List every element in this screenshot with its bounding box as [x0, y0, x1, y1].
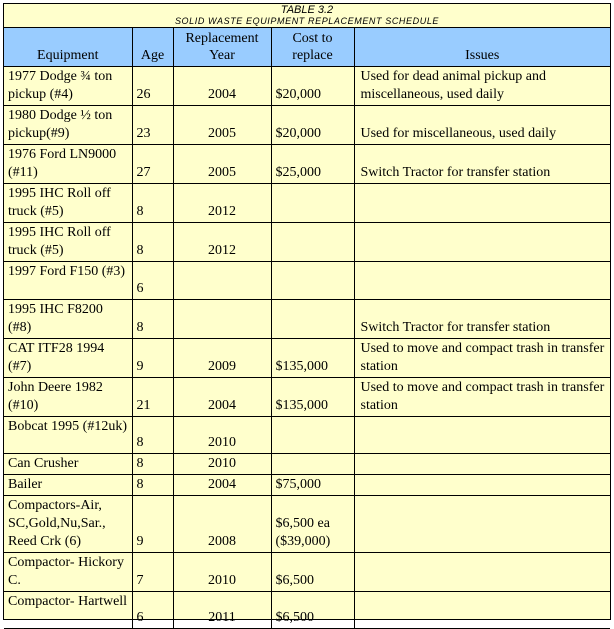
cell-equipment: 1976 Ford LN9000 (#11) [4, 145, 132, 184]
table-row [4, 300, 610, 339]
cell-age: 23 [132, 106, 173, 145]
cell-year: 2008 [173, 496, 271, 553]
cell-cost [271, 300, 354, 339]
table-row [4, 262, 610, 300]
cell-year: 2005 [173, 145, 271, 184]
cell-age: 9 [132, 339, 173, 378]
cell-year: 2010 [173, 417, 271, 454]
cell-issues [354, 496, 610, 553]
table-title: TABLE 3.2 [280, 4, 334, 16]
table-row [4, 339, 610, 378]
cell-year: 2010 [173, 553, 271, 592]
table-row [4, 106, 610, 145]
cell-equipment: 1977 Dodge ¾ ton pickup (#4) [4, 67, 132, 106]
cell-year: 2004 [173, 378, 271, 417]
cell-year: 2012 [173, 184, 271, 223]
equipment-replacement-table [3, 3, 611, 625]
cell-equipment: 1995 IHC F8200 (#8) [4, 300, 132, 339]
cell-equipment: 1980 Dodge ½ ton pickup(#9) [4, 106, 132, 145]
cell-age: 8 [132, 300, 173, 339]
table-row [4, 592, 610, 629]
cell-age: 6 [132, 592, 173, 629]
cell-cost [271, 184, 354, 223]
cell-age: 7 [132, 553, 173, 592]
cell-cost: $25,000 [271, 145, 354, 184]
table-row [4, 184, 610, 223]
cell-issues [354, 223, 610, 262]
cell-issues: Switch Tractor for transfer station [354, 300, 610, 339]
cell-year: 2005 [173, 106, 271, 145]
cell-issues [354, 184, 610, 223]
cell-cost [271, 417, 354, 454]
cell-age: 8 [132, 475, 173, 496]
cell-age: 6 [132, 262, 173, 300]
cell-year: 2004 [173, 67, 271, 106]
cell-issues [354, 417, 610, 454]
cell-equipment: 1997 Ford F150 (#3) [4, 262, 132, 300]
cell-age: 8 [132, 184, 173, 223]
cell-cost: $75,000 [271, 475, 354, 496]
table-row [4, 553, 610, 592]
header-cost: Cost to replace [271, 28, 354, 67]
cell-age: 26 [132, 67, 173, 106]
header-replacement-year: Replacement Year [173, 28, 271, 67]
table-row [4, 454, 610, 475]
table-row [4, 475, 610, 496]
cell-equipment: Bobcat 1995 (#12uk) [4, 417, 132, 454]
table-body [4, 67, 610, 629]
cell-cost: $20,000 [271, 67, 354, 106]
table-row [4, 67, 610, 106]
cell-issues: Used to move and compact trash in transfer station [354, 378, 610, 417]
cell-cost: $135,000 [271, 378, 354, 417]
cell-year: 2010 [173, 454, 271, 475]
cell-year [173, 262, 271, 300]
cell-year: 2009 [173, 339, 271, 378]
header-age: Age [132, 28, 173, 67]
cell-age: 8 [132, 223, 173, 262]
cell-year: 2011 [173, 592, 271, 629]
cell-issues: Used to move and compact trash in transfer station [354, 339, 610, 378]
table-row [4, 417, 610, 454]
header-issues: Issues [354, 28, 610, 67]
cell-age: 8 [132, 417, 173, 454]
schedule-table [4, 28, 610, 629]
cell-cost [271, 262, 354, 300]
table-row [4, 223, 610, 262]
cell-equipment: CAT ITF28 1994 (#7) [4, 339, 132, 378]
cell-equipment: Bailer [4, 475, 132, 496]
cell-equipment: John Deere 1982 (#10) [4, 378, 132, 417]
cell-age: 9 [132, 496, 173, 553]
cell-issues [354, 475, 610, 496]
cell-equipment: Compactor- Hartwell [4, 592, 132, 629]
cell-equipment: Compactor- Hickory C. [4, 553, 132, 592]
cell-cost: $6,500 [271, 592, 354, 629]
cell-cost [271, 223, 354, 262]
cell-age: 8 [132, 454, 173, 475]
header-equipment: Equipment [4, 28, 132, 67]
header-row [4, 28, 610, 67]
cell-issues [354, 553, 610, 592]
cell-equipment: Can Crusher [4, 454, 132, 475]
cell-equipment: Compactors-Air, SC,Gold,Nu,Sar., Reed Crk (6) [4, 496, 132, 553]
cell-issues [354, 262, 610, 300]
table-row [4, 145, 610, 184]
cell-equipment: 1995 IHC Roll off truck (#5) [4, 223, 132, 262]
cell-equipment: 1995 IHC Roll off truck (#5) [4, 184, 132, 223]
cell-age: 27 [132, 145, 173, 184]
table-row [4, 496, 610, 553]
cell-year: 2004 [173, 475, 271, 496]
table-title-bar [4, 4, 610, 28]
cell-issues: Used for dead animal pickup and miscellaneous, used daily [354, 67, 610, 106]
cell-age: 21 [132, 378, 173, 417]
cell-issues: Used for miscellaneous, used daily [354, 106, 610, 145]
cell-cost: $135,000 [271, 339, 354, 378]
cell-year [173, 300, 271, 339]
cell-cost: $6,500 ea ($39,000) [271, 496, 354, 553]
cell-issues: Switch Tractor for transfer station [354, 145, 610, 184]
table-subtitle: SOLID WASTE EQUIPMENT REPLACEMENT SCHEDULE [174, 16, 440, 26]
table-row [4, 378, 610, 417]
cell-cost: $20,000 [271, 106, 354, 145]
cell-issues [354, 592, 610, 629]
cell-issues [354, 454, 610, 475]
cell-cost [271, 454, 354, 475]
cell-cost: $6,500 [271, 553, 354, 592]
cell-year: 2012 [173, 223, 271, 262]
